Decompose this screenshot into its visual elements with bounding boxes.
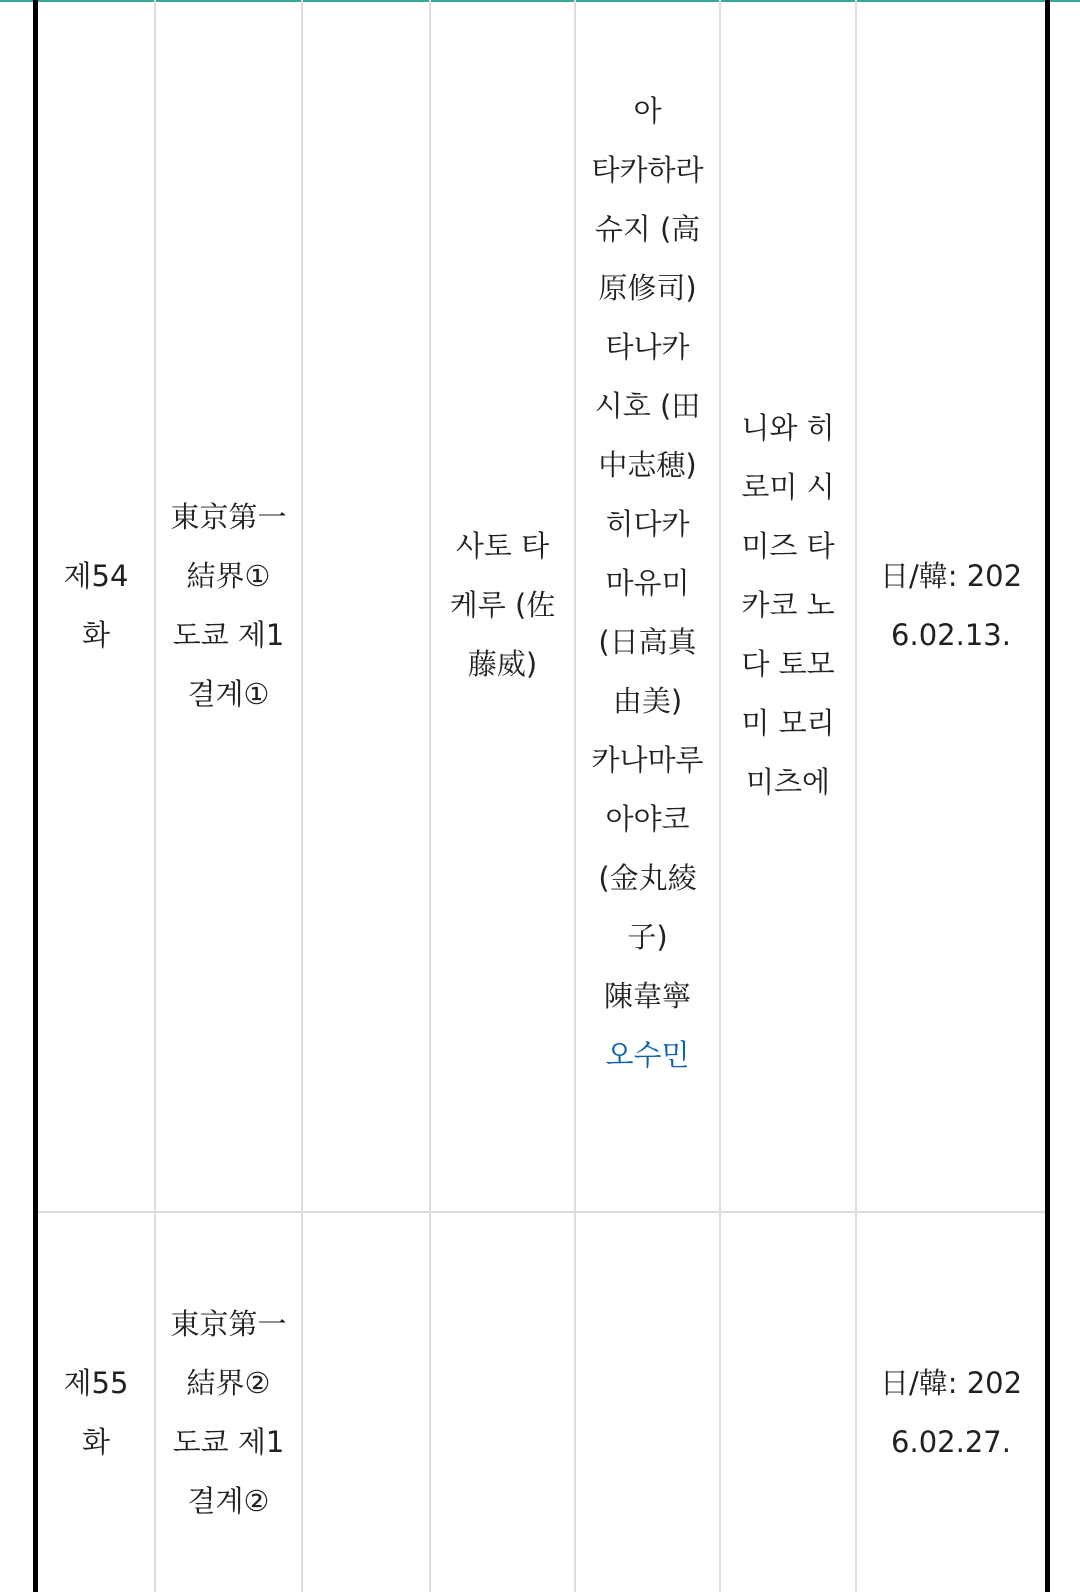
staff-text: 사토 타케루 (佐藤威) (449, 529, 556, 681)
episode-table (38, 0, 1045, 1592)
staff-cell (302, 1212, 430, 1592)
staff-cell (430, 1212, 575, 1592)
episode-title: 東京第一結界② 도쿄 제1결계② (170, 1307, 287, 1518)
episode-title: 東京第一結界① 도쿄 제1결계① (170, 499, 287, 711)
broadcast-date-cell (856, 1212, 1045, 1592)
cast-entry: 陳韋寧 (603, 979, 691, 1013)
episode-title-cell (155, 0, 302, 1212)
table-row (38, 0, 1045, 1212)
broadcast-date: 日/韓: 2026.02.27. (879, 1366, 1023, 1459)
broadcast-date-cell (856, 0, 1045, 1212)
staff-text: 니와 히로미 시미즈 타카코 노다 토모미 모리 미츠에 (741, 411, 835, 799)
episode-number: 제55화 (63, 1366, 129, 1459)
episode-number-cell (38, 1212, 155, 1592)
cast-list (590, 82, 705, 1085)
episode-number-cell (38, 0, 155, 1212)
table-frame-left (33, 0, 38, 1592)
staff-cell (302, 0, 430, 1212)
cast-entry: 히다카 마유미 (日高真由美) (598, 507, 697, 718)
table-frame-right (1045, 0, 1050, 1592)
cast-cell (575, 1212, 720, 1592)
cast-entry: 타나카 시호 (田中志穂) (594, 330, 701, 482)
cast-entry: 카나마루 아야코 (金丸綾子) (591, 743, 704, 954)
staff-cell (720, 1212, 856, 1592)
episode-number: 제54화 (63, 558, 129, 652)
cast-entry: 아 (633, 94, 662, 128)
cast-entry: 타카하라 슈지 (高原修司) (591, 153, 704, 305)
episode-title-cell (155, 1212, 302, 1592)
broadcast-date: 日/韓: 2026.02.13. (879, 558, 1023, 652)
cast-cell (575, 0, 720, 1212)
table-row (38, 1212, 1045, 1592)
staff-cell (430, 0, 575, 1212)
staff-cell (720, 0, 856, 1212)
cast-link[interactable]: 오수민 (605, 1038, 690, 1072)
